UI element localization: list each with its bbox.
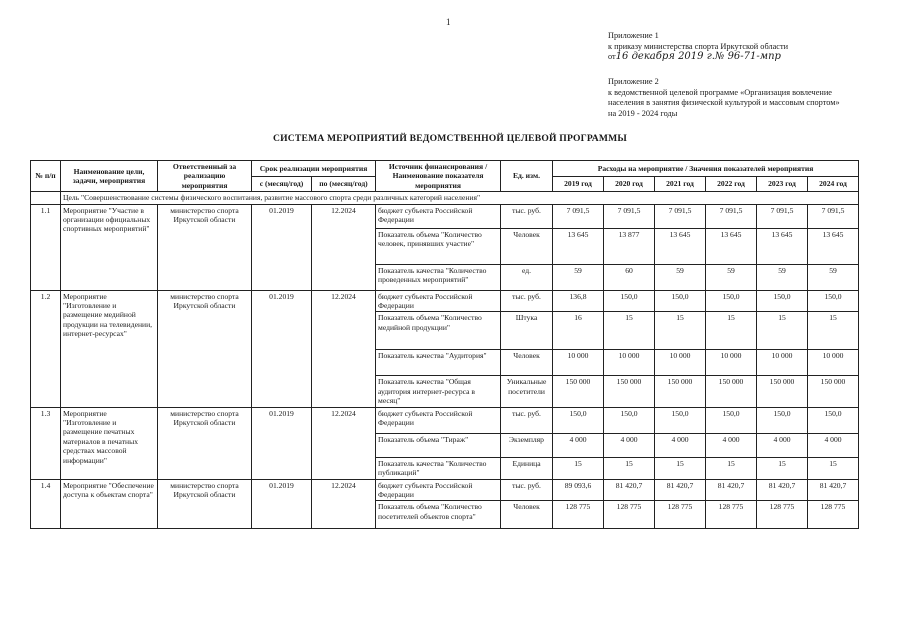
- row-value: 13 645: [808, 228, 859, 264]
- row-unit: тыс. руб.: [501, 407, 553, 433]
- event-term-to: 12.2024: [312, 479, 376, 529]
- goal-num-cell: [31, 192, 61, 204]
- appendix-2-line-3: на 2019 - 2024 годы: [608, 108, 678, 118]
- row-value: 7 091,5: [655, 204, 706, 228]
- row-value: 150,0: [706, 407, 757, 433]
- row-value: 10 000: [604, 350, 655, 376]
- row-value: 150,0: [553, 407, 604, 433]
- row-unit: Единица: [501, 457, 553, 479]
- row-value: 10 000: [757, 350, 808, 376]
- handwritten-date-number: 16 декабря 2019 г.№ 96-71-мпр: [615, 51, 781, 62]
- row-value: 81 420,7: [808, 479, 859, 501]
- row-value: 81 420,7: [706, 479, 757, 501]
- row-value: 60: [604, 264, 655, 290]
- row-value: 13 877: [604, 228, 655, 264]
- row-source: Показатель объема "Количество человек, принявших участие": [376, 228, 501, 264]
- row-value: 59: [655, 264, 706, 290]
- row-value: 150 000: [757, 376, 808, 407]
- row-value: 150 000: [655, 376, 706, 407]
- event-name: Мероприятие "Участие в организации официальных спортивных мероприятий": [61, 204, 158, 290]
- appendix-2-block: [608, 77, 868, 119]
- row-value: 7 091,5: [604, 204, 655, 228]
- row-value: 150,0: [757, 407, 808, 433]
- table-row: [31, 479, 859, 501]
- event-term-to: 12.2024: [312, 290, 376, 407]
- row-source: Показатель качества "Количество проведенных мероприятий": [376, 264, 501, 290]
- event-term-to: 12.2024: [312, 407, 376, 479]
- row-value: 150,0: [808, 407, 859, 433]
- event-num: 1.2: [31, 290, 61, 407]
- row-value: 150,0: [604, 407, 655, 433]
- row-source: Показатель объема "Количество медийной продукции": [376, 312, 501, 350]
- row-unit: тыс. руб.: [501, 290, 553, 312]
- header-costs: Расходы на мероприятие / Значения показателей мероприятия: [553, 161, 859, 177]
- row-value: 59: [808, 264, 859, 290]
- event-name: Мероприятие "Изготовление и размещение медийной продукции на телевидении, интернет-ресурсах": [61, 290, 158, 407]
- event-name: Мероприятие "Изготовление и размещение печатных материалов в печатных средствах массовой информации": [61, 407, 158, 479]
- row-value: 128 775: [706, 501, 757, 529]
- row-unit: Человек: [501, 350, 553, 376]
- event-responsible: министерство спорта Иркутской области: [158, 290, 252, 407]
- row-value: 15: [655, 312, 706, 350]
- appendix-1-title: Приложение 1: [608, 31, 659, 40]
- row-value: 10 000: [655, 350, 706, 376]
- row-value: 59: [706, 264, 757, 290]
- row-source: Показатель качества "Общая аудитория интернет-ресурса в месяц": [376, 376, 501, 407]
- row-source: бюджет субъекта Российской Федерации: [376, 407, 501, 433]
- row-value: 7 091,5: [706, 204, 757, 228]
- row-value: 16: [553, 312, 604, 350]
- row-value: 59: [757, 264, 808, 290]
- event-responsible: министерство спорта Иркутской области: [158, 407, 252, 479]
- event-num: 1.3: [31, 407, 61, 479]
- row-value: 15: [808, 457, 859, 479]
- row-value: 15: [655, 457, 706, 479]
- row-value: 150 000: [553, 376, 604, 407]
- row-value: 81 420,7: [757, 479, 808, 501]
- row-value: 128 775: [757, 501, 808, 529]
- row-value: 89 093,6: [553, 479, 604, 501]
- row-value: 15: [706, 457, 757, 479]
- row-value: 128 775: [655, 501, 706, 529]
- row-value: 10 000: [553, 350, 604, 376]
- row-source: Показатель качества "Количество публикаций": [376, 457, 501, 479]
- header-year: 2024 год: [808, 176, 859, 192]
- header-year: 2021 год: [655, 176, 706, 192]
- row-value: 150,0: [706, 290, 757, 312]
- event-term-to: 12.2024: [312, 204, 376, 290]
- header-num: № п/п: [31, 161, 61, 192]
- row-value: 15: [604, 312, 655, 350]
- appendix-2-title: Приложение 2: [608, 77, 659, 86]
- row-source: бюджет субъекта Российской Федерации: [376, 290, 501, 312]
- table-row: [31, 204, 859, 228]
- row-value: 4 000: [706, 433, 757, 457]
- program-table: [30, 160, 859, 529]
- row-unit: Человек: [501, 501, 553, 529]
- page-number: 1: [446, 17, 451, 27]
- row-value: 15: [757, 312, 808, 350]
- row-unit: тыс. руб.: [501, 204, 553, 228]
- table-row: [31, 407, 859, 433]
- event-term-from: 01.2019: [252, 407, 312, 479]
- row-value: 4 000: [808, 433, 859, 457]
- appendix-1-line-1: к приказу министерства спорта Иркутской области: [608, 41, 789, 51]
- row-value: 13 645: [706, 228, 757, 264]
- event-name: Мероприятие "Обеспечение доступа к объектам спорта": [61, 479, 158, 529]
- row-value: 7 091,5: [757, 204, 808, 228]
- row-value: 150,0: [808, 290, 859, 312]
- row-unit: Человек: [501, 228, 553, 264]
- row-value: 128 775: [808, 501, 859, 529]
- row-unit: Штука: [501, 312, 553, 350]
- row-value: 150,0: [604, 290, 655, 312]
- row-value: 150,0: [757, 290, 808, 312]
- goal-text: Цель "Совершенствование системы физического воспитания, развитие массового спорта среди различных категорий населения": [61, 192, 859, 204]
- row-value: 15: [706, 312, 757, 350]
- row-value: 13 645: [757, 228, 808, 264]
- row-value: 15: [553, 457, 604, 479]
- row-unit: тыс. руб.: [501, 479, 553, 501]
- header-source: Источник финансирования / Наименование показателя мероприятия: [376, 161, 501, 192]
- event-num: 1.4: [31, 479, 61, 529]
- row-value: 59: [553, 264, 604, 290]
- row-unit: Уникальные посетители: [501, 376, 553, 407]
- document-title: СИСТЕМА МЕРОПРИЯТИЙ ВЕДОМСТВЕННОЙ ЦЕЛЕВОЙ ПРОГРАММЫ: [272, 133, 628, 144]
- header-year: 2020 год: [604, 176, 655, 192]
- row-value: 7 091,5: [808, 204, 859, 228]
- row-value: 150 000: [706, 376, 757, 407]
- row-value: 81 420,7: [604, 479, 655, 501]
- row-source: бюджет субъекта Российской Федерации: [376, 204, 501, 228]
- event-term-from: 01.2019: [252, 204, 312, 290]
- row-value: 7 091,5: [553, 204, 604, 228]
- row-source: Показатель качества "Аудитория": [376, 350, 501, 376]
- row-value: 15: [604, 457, 655, 479]
- row-value: 15: [808, 312, 859, 350]
- header-year: 2023 год: [757, 176, 808, 192]
- row-unit: ед.: [501, 264, 553, 290]
- row-value: 4 000: [757, 433, 808, 457]
- header-year: 2019 год: [553, 176, 604, 192]
- row-value: 81 420,7: [655, 479, 706, 501]
- row-value: 150 000: [604, 376, 655, 407]
- row-value: 136,8: [553, 290, 604, 312]
- row-source: Показатель объема "Количество посетителей объектов спорта": [376, 501, 501, 529]
- row-value: 4 000: [655, 433, 706, 457]
- header-responsible: Ответственный за реализацию мероприятия: [158, 161, 252, 192]
- row-unit: Экземпляр: [501, 433, 553, 457]
- header-term-to: по (месяц/год): [312, 176, 376, 192]
- row-value: 128 775: [553, 501, 604, 529]
- row-value: 10 000: [808, 350, 859, 376]
- row-value: 4 000: [553, 433, 604, 457]
- appendix-1-line-2: [608, 52, 868, 63]
- header-year: 2022 год: [706, 176, 757, 192]
- row-value: 13 645: [655, 228, 706, 264]
- event-num: 1.1: [31, 204, 61, 290]
- appendix-1-date-prefix: от: [608, 52, 616, 61]
- header-name: Наименование цели, задачи, мероприятия: [61, 161, 158, 192]
- appendix-1-block: [608, 31, 868, 63]
- header-term-from: с (месяц/год): [252, 176, 312, 192]
- row-value: 15: [757, 457, 808, 479]
- row-value: 10 000: [706, 350, 757, 376]
- header-term: Срок реализации мероприятия: [252, 161, 376, 177]
- event-term-from: 01.2019: [252, 290, 312, 407]
- header-unit: Ед. изм.: [501, 161, 553, 192]
- row-source: бюджет субъекта Российской Федерации: [376, 479, 501, 501]
- row-source: Показатель объема "Тираж": [376, 433, 501, 457]
- row-value: 150,0: [655, 407, 706, 433]
- table-row: [31, 290, 859, 312]
- event-responsible: министерство спорта Иркутской области: [158, 479, 252, 529]
- row-value: 13 645: [553, 228, 604, 264]
- event-responsible: министерство спорта Иркутской области: [158, 204, 252, 290]
- row-value: 150,0: [655, 290, 706, 312]
- appendix-2-line-2: населения в занятия физической культурой и массовым спортом»: [608, 98, 840, 107]
- appendix-2-line-1: к ведомственной целевой программе «Организация вовлечение: [608, 87, 832, 97]
- goal-row: [31, 192, 859, 204]
- event-term-from: 01.2019: [252, 479, 312, 529]
- row-value: 128 775: [604, 501, 655, 529]
- row-value: 150 000: [808, 376, 859, 407]
- row-value: 4 000: [604, 433, 655, 457]
